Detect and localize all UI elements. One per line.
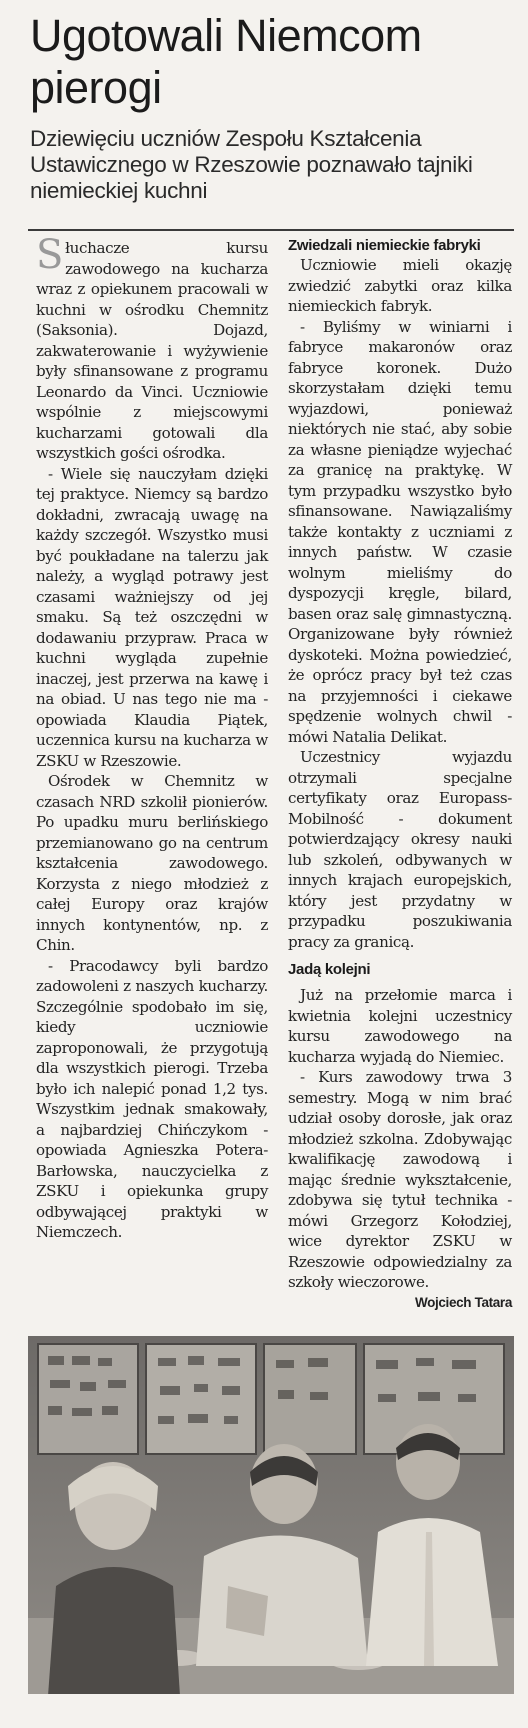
right-paragraph-4: Już na przełomie marca i kwietnia kolejni uczestnicy kursu zawodowego na kucharza wyjadą do Niemiec.: [288, 986, 512, 1066]
headline: [30, 10, 510, 114]
dropcap: S: [36, 232, 64, 278]
headline-line-2: pierogi: [30, 62, 162, 113]
left-column: [36, 232, 268, 1243]
headline-line-1: Ugotowali Niemcom: [30, 10, 422, 61]
headline-divider: [28, 229, 514, 231]
author-byline: Wojciech Tatara: [414, 1294, 512, 1310]
lead-paragraph: Dziewięciu uczniów Zespołu Kształcenia Ustawicznego w Rzeszowie poznawało tajniki niemieckiej kuchni: [30, 126, 473, 203]
left-paragraph-4: - Pracodawcy byli bardzo zadowoleni z naszych kucharzy. Szczególnie spodobało im się, kiedy uczniowie zaproponowali, że przygotują dla wszystkich pierogi. Trzeba było ich nalepić ponad 1,2 tys. Wszystkim jednak smakowały, a najbardziej Chińczykom - opowiada Agnieszka Potera-Barłowska, nauczycielka z ZSKU i opiekunka grupy odbywającej praktyki w Niemczech.: [36, 956, 268, 1241]
left-paragraph-3: Ośrodek w Chemnitz w czasach NRD szkolił pionierów. Po upadku muru berlińskiego przemianowano go na centrum kształcenia zawodowego. Korzysta z niego młodzież z całej Europy oraz krajów innych kontynentów, np. z Chin.: [36, 772, 268, 954]
subhead-next-group: Jadą kolejni: [288, 961, 371, 978]
right-paragraph-2: - Byliśmy w winiarni i fabryce makaronów oraz fabryce koronek. Dużo skorzystałam dzięki temu wyjazdowi, ponieważ niektórych nie stać, aby sobie za własne pieniądze wyjechać za granicę na praktykę. W tym przypadku wszystko było sfinansowane. Nawiązaliśmy także kontakty z uczniami z innych państw. W czasie wolnym mieliśmy do dyspozycji kręgle, bilard, basen oraz salę gimnastyczną. Organizowane były również dyskoteki. Można powiedzieć, że oprócz pracy był też czas na przyjemności i ciekawe spędzenie wolnych chwil - mówi Natalia Delikat.: [288, 317, 512, 746]
photo-illustration: [28, 1336, 514, 1694]
right-column: [288, 236, 512, 1313]
right-paragraph-5: [288, 1067, 512, 1310]
left-paragraph-1-text: łuchacze kursu zawodowego na kucharza wraz z opiekunem pracowali w kuchni w ośrodku Chemnitz (Saksonia). Dojazd, zakwaterowanie i wyżywienie były sfinansowane z programu Leonardo da Vinci. Uczniowie wspólnie z miejscowymi kucharzami gotowali dla wszystkich gości ośrodka.: [36, 239, 268, 462]
right-paragraph-3: Uczestnicy wyjazdu otrzymali specjalne certyfikaty oraz Europass-Mobilność - dokument potwierdzający okresy nauki lub szkoleń, odbywanych w innych krajach europejskich, który jest przydatny w przypadku poszukiwania pracy za granicą.: [288, 748, 512, 951]
left-paragraph-1: [36, 232, 268, 464]
right-paragraph-5-text: - Kurs zawodowy trwa 3 semestry. Mogą w nim brać udział osoby dorosłe, jak oraz młodzież szkolna. Zdobywając kwalifikację zawodową i mając średnie wykształcenie, zdobywa się tytuł technika - mówi Grzegorz Kołodziej, wice dyrektor ZSKU w Rzeszowie odpowiedzialny za szkoły wieczorowe.: [288, 1068, 512, 1291]
left-paragraph-2: - Wiele się nauczyłam dzięki tej praktyce. Niemcy są bardzo dokładni, zwracają uwagę na każdy szczegół. Wszystko musi być poukładane na talerzu jak należy, a wygląd potrawy jest czasami ważniejszy od jej smaku. Są też oszczędni w dodawaniu przypraw. Praca w kuchni wygląda zupełnie inaczej, jest przerwa na kawę i na obiad. U nas tego nie ma - opowiada Klaudia Piątek, uczennica kursu na kucharza w ZSKU w Rzeszowie.: [36, 464, 268, 770]
subhead-factories: Zwiedzali niemieckie fabryki: [288, 237, 481, 254]
article-photo: [28, 1336, 514, 1694]
right-paragraph-1: Uczniowie mieli okazję zwiedzić zabytki oraz kilka niemieckich fabryk.: [288, 256, 512, 315]
